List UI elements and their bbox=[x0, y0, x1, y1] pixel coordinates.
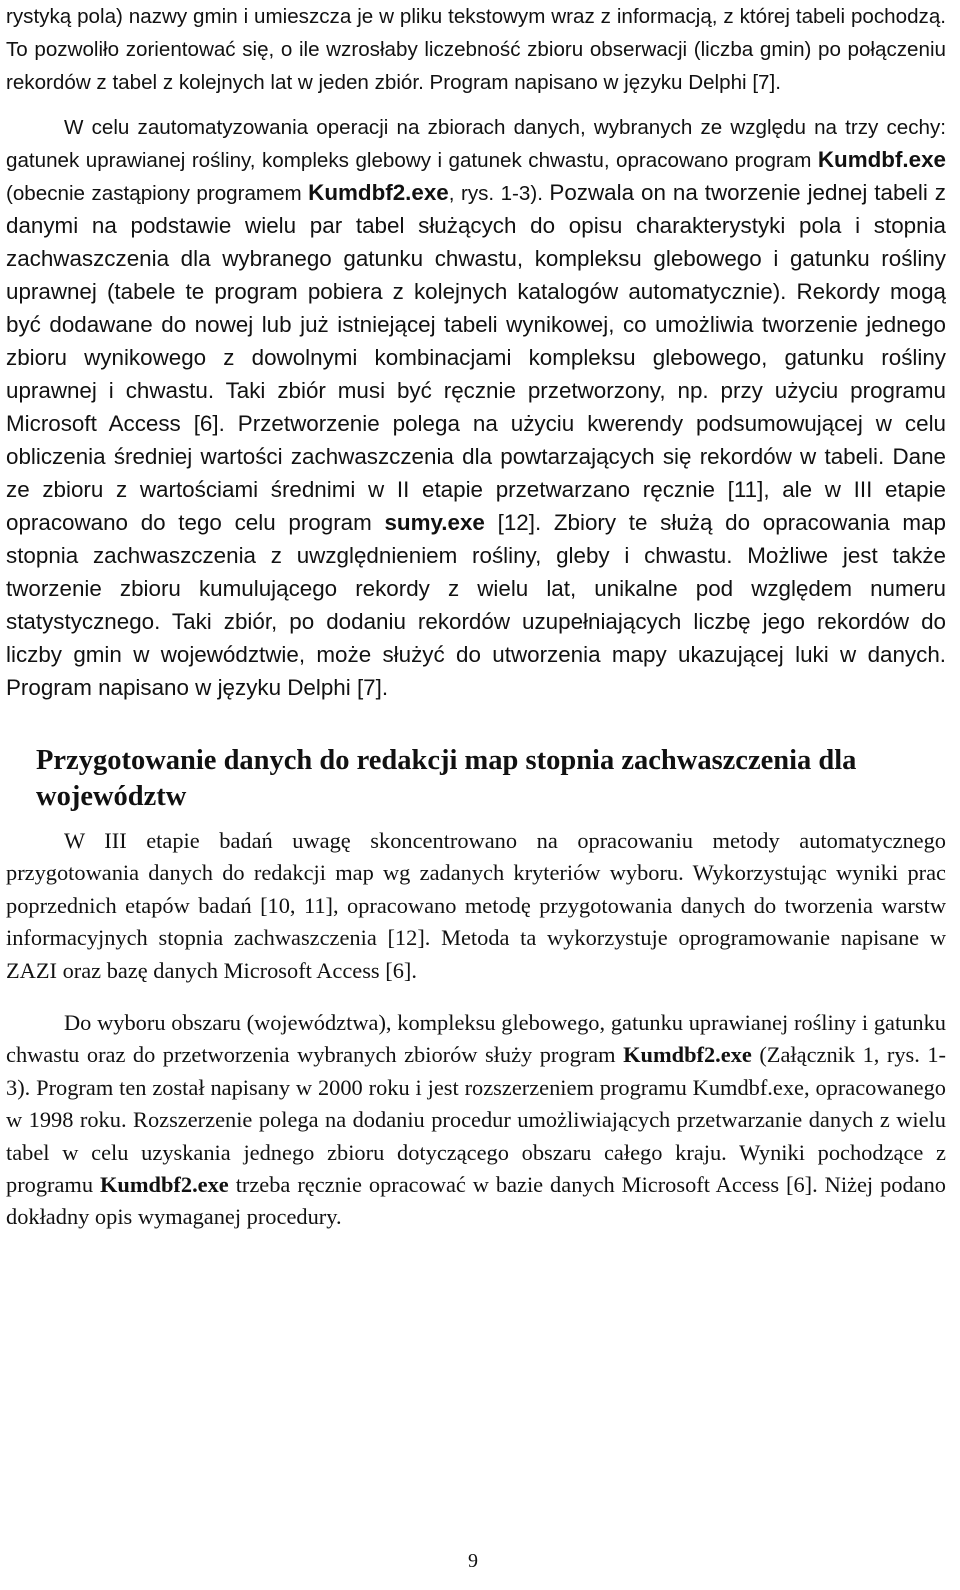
paragraph-method: W III etapie badań uwagę skoncentrowano na opracowaniu metody automatycznego przygotowania danych do redakcji map wg zadanych kryteriów wyboru. Wykorzystując wyniki prac poprzednich etapów badań [10, 11], opracowano metodę przygotowania danych do tworzenia warstw informacyjnych stopnia zachwaszczenia [12]. Metoda ta wykorzystuje oprogramowanie napisane w ZAZI oraz bazę danych Microsoft Access [6]. bbox=[6, 828, 946, 983]
paragraph-text: (obecnie zastąpiony programem bbox=[6, 182, 309, 205]
paragraph-procedure bbox=[6, 1007, 946, 1234]
paragraph-text: W celu zautomatyzowania operacji na zbiorach danych, wybranych ze względu na trzy cechy: gatunek uprawianej rośliny, kompleks glebowy i gatunek chwastu, opracowano program bbox=[6, 116, 946, 172]
paragraph-text: , rys. 1-3). bbox=[448, 182, 550, 205]
paragraph-kumdbf bbox=[6, 111, 946, 705]
page-number: 9 bbox=[468, 1550, 478, 1572]
paragraph-text: trzeba ręcznie opracować w bazie danych Microsoft Access [6]. Niżej podano dokładny opis wymaganej procedury. bbox=[6, 1172, 946, 1230]
program-name-kumdbf2: Kumdbf2.exe bbox=[100, 1172, 229, 1198]
program-name-kumdbf2: Kumdbf2.exe bbox=[623, 1042, 752, 1068]
paragraph-text: (Załącznik 1, rys. 1-3). Program ten został napisany w 2000 roku i jest rozszerzeniem programu Kumdbf.exe, opracowanego w 1998 roku. Rozszerzenie polega na dodaniu procedur umożliwiających przetwarzanie danych z wielu tabel w celu uzyskania jednego zbioru dotyczącego obszaru całego kraju. Wyniki pochodzące z programu bbox=[6, 1042, 946, 1198]
program-name-kumdbf: Kumdbf.exe bbox=[817, 147, 946, 172]
program-name-sumy: sumy.exe bbox=[384, 510, 485, 535]
paragraph-text: [12]. Zbiory te służą do opracowania map stopnia zachwaszczenia z uwzględnieniem rośliny, gleby i chwastu. Możliwe jest także tworzenie zbioru kumulującego rekordy z wielu lat, unikalne pod względem numeru statystycznego. Taki zbiór, po dodaniu rekordów uzupełniających liczbę jego rekordów do liczby gmin w województwie, może służyć do utworzenia mapy ukazującej luki w danych. Program napisano w języku Delphi [7]. bbox=[6, 510, 946, 700]
paragraph-text: Pozwala on na tworzenie jednej tabeli z danymi na podstawie wielu par tabel służących do opisu charakterystyki pola i stopnia zachwaszczenia dla wybranego gatunku chwastu, kompleksu glebowego i gatunku rośliny uprawnej (tabele te program pobiera z kolejnych katalogów automatycznie). Rekordy mogą być dodawane do nowej lub już istniejącej tabeli wynikowej, co umożliwia tworzenie jednego zbioru wynikowego z dowolnymi kombinacjami kompleksu glebowego, gatunku rośliny uprawnej i chwastu. Taki zbiór musi być ręcznie przetworzony, np. przy użyciu programu Microsoft Access [6]. Przetworzenie polega na użyciu kwerendy podsumowującej w celu obliczenia średniej wartości zachwaszczenia dla powtarzających się rekordów w tabeli. Dane ze zbioru z wartościami średnimi w II etapie przetwarzano ręcznie [11], ale w III etapie opracowano do tego celu program bbox=[6, 180, 946, 535]
continued-paragraph: rystyką pola) nazwy gmin i umieszcza je w pliku tekstowym wraz z informacją, z której tabeli pochodzą. To pozwoliło zorientować się, o ile wzrosłaby liczebność zbioru obserwacji (liczba gmin) po połączeniu rekordów z tabel z kolejnych lat w jeden zbiór. Program napisano w języku Delphi [7]. bbox=[6, 5, 946, 94]
program-name-kumdbf2: Kumdbf2.exe bbox=[308, 180, 449, 205]
paragraph-text: Do wyboru obszaru (województwa), kompleksu glebowego, gatunku uprawianej rośliny i gatunku chwastu oraz do przetworzenia wybranych zbiorów służy program bbox=[6, 1010, 946, 1068]
section-heading: Przygotowanie danych do redakcji map stopnia zachwaszczenia dla województw bbox=[36, 745, 857, 812]
document-page bbox=[6, 0, 946, 1234]
